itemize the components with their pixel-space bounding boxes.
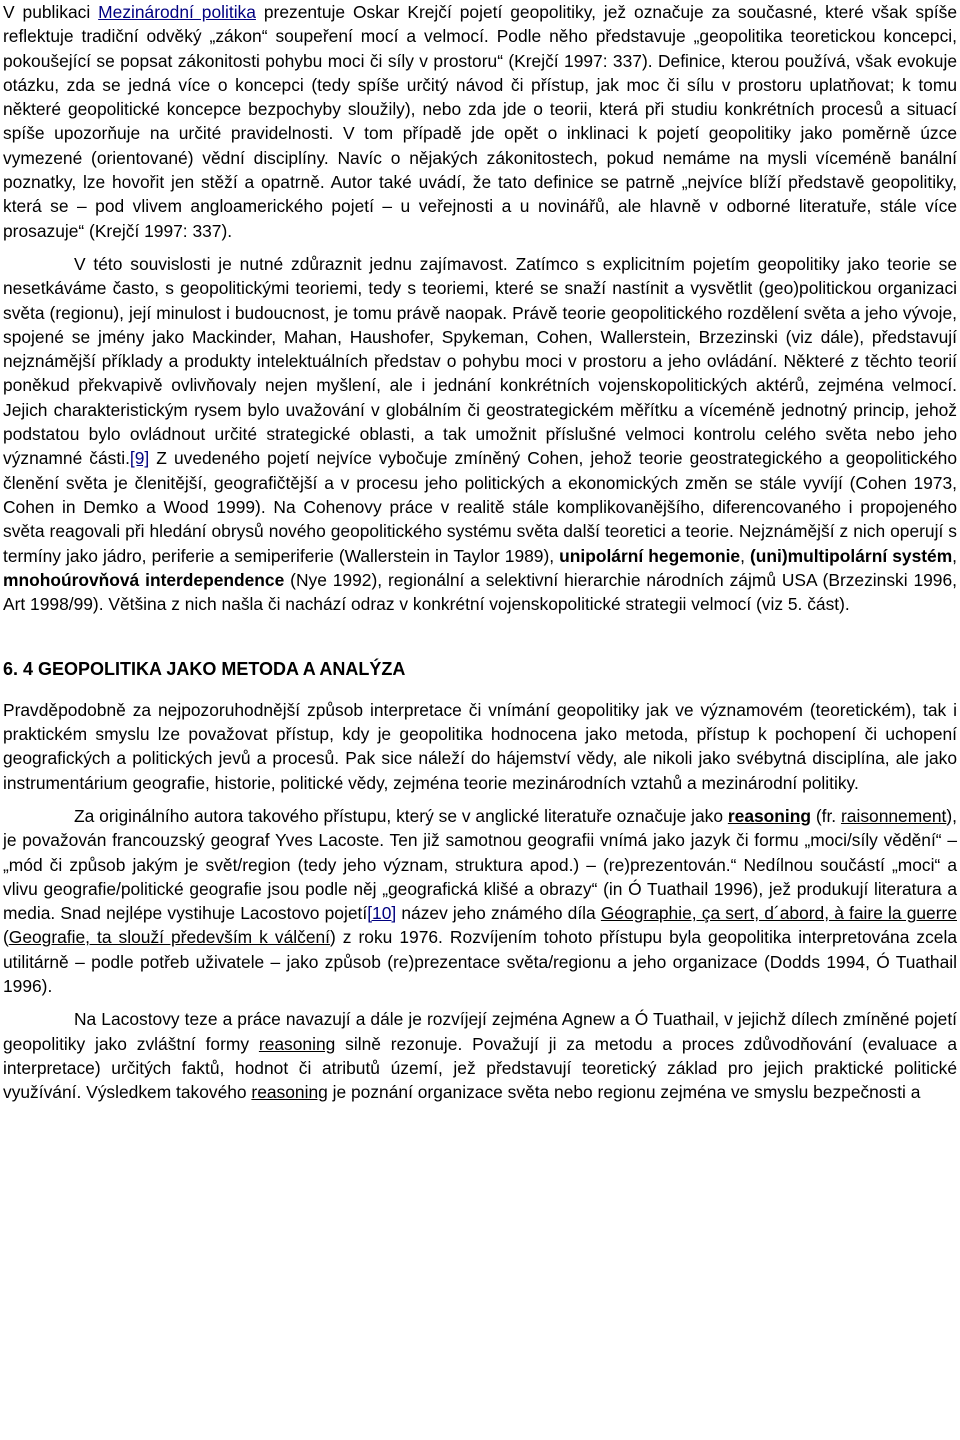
term-reasoning: reasoning — [727, 805, 811, 826]
text: Na Lacostovy teze a práce navazují a dále je rozvíjejí zejména Agnew a Ó Tuathail, v jejichž dílech zmíněné pojetí geopolitiky jako zvláštní formy — [3, 1009, 957, 1054]
text: , — [740, 545, 750, 566]
paragraph-4 — [3, 804, 957, 998]
term-reasoning: reasoning — [251, 1082, 328, 1103]
term-bold: (uni)multipolární systém — [749, 545, 953, 566]
term-raisonnement: raisonnement — [841, 805, 947, 826]
text: prezentuje Oskar Krejčí pojetí geopolitiky, jež označuje za současné, které však spíše reflektuje tradiční odvěký „zákon“ soupeření mocí a velmocí. Podle něho představuje „geopolitika teoretickou koncepci, pokoušející se popsat zákonitosti pohybu moci či síly v prostoru“ (Krejčí 1997: 337). Definice, kterou používá, však evokuje otázku, zda se jedná více o koncepci (tedy spíše určitý návod či přístup, jak moc či sílu v prostoru uplatňovat; k tomu některé geopolitické koncepce bezpochyby sloužily), nebo zda jde o teorii, která při studiu konkrétních procesů a situací spíše upozorňuje na určité pravidelnosti. V tom případě jde opět o inklinaci k pojetí geopolitiky jako poměrně úzce vymezené (orientované) vědní disciplíny. Navíc o nějakých zákonitostech, pokud nemáme na mysli víceméně banální poznatky, lze hovořit jen stěží a opatrně. Autor také uvádí, že tato definice se patrně „nejvíce blíží představě geopolitiky, která se – pod vlivem angloamerického pojetí – u veřejnosti a u novinářů, ale hlavně v odborné literatuře, stále více prosazuje“ (Krejčí 1997: 337). — [3, 2, 957, 241]
footnote-link-10[interactable]: [10] — [367, 903, 397, 924]
paragraph-5 — [3, 1007, 957, 1104]
text: ), je považován francouzský geograf Yves Lacoste. Ten již samotnou geografii vnímá jako jazyk či formu „moci/síly vědění“ – „mód či způsob jakým je svět/region (tedy jeho význam, struktura apod.) – (re)prezentován.“ Nedílnou součástí „moci“ a vlivu geografie/politické geografie jsou podle něj „geografická klišé a obrazy“ (in Ó Tuathail 1996), jež produkují literatura a media. Snad nejlépe vystihuje Lacostovo pojetí — [3, 805, 957, 924]
text: je poznání organizace světa nebo regionu zejména ve smyslu bezpečnosti a — [327, 1082, 921, 1103]
term-bold: mnohoúrovňová interdependence — [3, 569, 285, 590]
footnote-link-9[interactable]: [9] — [129, 448, 150, 469]
text: Za originálního autora takového přístupu, který se v anglické literatuře označuje jako — [74, 805, 728, 826]
text: , — [952, 545, 958, 566]
text: Pravděpodobně za nejpozoruhodnější způsob interpretace či vnímání geopolitiky jak ve významovém (teoretickém), tak i praktickém smyslu lze považovat přístup, kdy je geopolitika hodnocena jako metoda, přístup k pochopení či uchopení geografických a politických jevů a procesů. Pak sice náleží do hájemství vědy, ale nikoli jako svébytná disciplína, ale jako instrumentárium geografie, historie, politické vědy, zejména teorie mezinárodních vztahů a mezinárodní politiky. — [3, 699, 957, 793]
text: V této souvislosti je nutné zdůraznit jednu zajímavost. Zatímco s explicitním pojetím geopolitiky jako teorie se nesetkáváme často, s geopolitickými teoriemi, tedy s teoriemi, které se snaží nastínit a vysvětlit (geo)politickou organizaci světa (regionu), její minulost i budoucnost, je tomu právě naopak. Právě teorie geopolitického rozdělení světa a jeho vývoje, spojené se jmény jako Mackinder, Mahan, Haushofer, Spykeman, Cohen, Wallerstein, Brzezinski (viz dále), představují nejznámější příklady a produkty intelektuálních představ o pohybu moci v prostoru a jeho ovládání. Některé z těchto teorií poněkud překvapivě ovlivňovaly nejen myšlení, ale i jednání konkrétních vojenskopolitických aktérů, zejména velmocí. Jejich charakteristickým rysem bylo uvažování v globálním či geostrategickém měřítku a víceméně jednotný princip, jehož podstatou bylo ovládnout určité strategické oblasti, a tak umožnit příslušné velmoci kontrolu celého světa nebo jeho významné části. — [3, 253, 957, 469]
link-mezinarodni-politika[interactable]: Mezinárodní politika — [98, 2, 256, 22]
text: V publikaci — [3, 2, 99, 22]
paragraph-2 — [3, 252, 957, 616]
text: (fr. — [810, 805, 841, 826]
text: ( — [3, 927, 9, 948]
term-reasoning: reasoning — [258, 1033, 336, 1054]
text: (Nye 1992), regionální a selektivní hierarchie národních zájmů USA (Brzezinski 1996, Art 1998/99). Většina z nich našla či nachází odraz v konkrétní vojenskopolitické strategii velmocí (viz 5. část). — [3, 569, 957, 615]
paragraph-1 — [3, 0, 957, 243]
section-heading: 6. 4 GEOPOLITIKA JAKO METODA A ANALÝZA — [3, 659, 406, 680]
text: ) z roku 1976. Rozvíjením tohoto přístupu byla geopolitika interpretována zcela utilitárně – podle potřeb uživatele – jako způsob (re)prezentace světa/regionu a jeho organizace (Dodds 1994, Ó Tuathail 1996). — [3, 927, 957, 996]
text: Z uvedeného pojetí nejvíce vybočuje zmíněný Cohen, jehož teorie geostrategického a geopolitického členění světa je členitější, geografičtější a v procesu jeho politických a ekonomických změn se stále vyvíjí (Cohen 1973, Cohen in Demko a Wood 1999). Na Cohenovy práce v realitě stále komplikovanějšího, diferencovaného i propojeného světa reagovali při hledání obrysů nového geopolitického systému světa další teoretici a teorie. Nejznámější z nich operují s termíny jako jádro, periferie a semiperiferie (Wallerstein in Taylor 1989), — [3, 448, 957, 566]
term-bold: unipolární hegemonie — [559, 545, 741, 566]
book-title-french: Géographie, ça sert, d´abord, à faire la guerre — [600, 903, 957, 924]
text: název jeho známého díla — [396, 903, 601, 924]
book-title-czech: Geografie, ta slouží především k válčení — [8, 927, 330, 948]
paragraph-3 — [3, 698, 957, 795]
text: silně rezonuje. Považují ji za metodu a proces zdůvodňování (evaluace a interpretace) určitých faktů, hodnot či atributů území, jež představují teoretický základ pro jejich praktické politické využívání. Výsledkem takového — [3, 1033, 957, 1103]
